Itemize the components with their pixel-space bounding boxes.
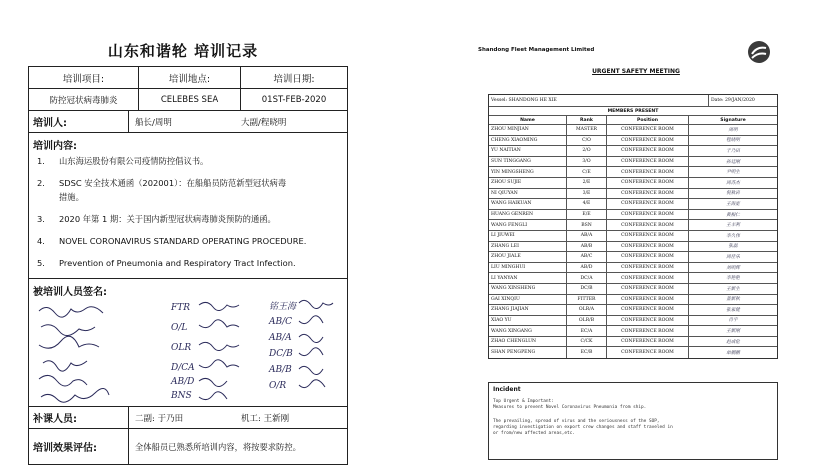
member-rank: EC/B	[567, 347, 607, 358]
member-position: CONFERENCE ROOM	[607, 146, 689, 156]
member-rows	[489, 125, 777, 358]
member-signature: 尹明生	[726, 170, 740, 176]
member-row	[489, 189, 777, 200]
trainee-signature: O/R	[269, 381, 287, 391]
member-name: ZHANG LEI	[489, 242, 567, 252]
trainer-value-master: 船长/周明	[135, 118, 172, 128]
trainee-signature: 铭王海	[269, 302, 297, 312]
makeup-row	[29, 407, 347, 429]
handwritten-signatures-image	[35, 301, 145, 405]
incident-box	[488, 382, 778, 460]
evaluation-row	[29, 429, 347, 464]
member-signature: 程晓明	[726, 138, 740, 144]
company-name: Shandong Fleet Management Limited	[478, 47, 595, 53]
col-name: Name	[489, 116, 567, 124]
member-position: CONFERENCE ROOM	[607, 242, 689, 252]
safety-meeting-page	[468, 36, 804, 465]
member-name: ZHOU MINJIAN	[489, 125, 567, 135]
member-signature: 赵成伦	[726, 339, 740, 345]
member-name: ZHOU SUJIE	[489, 178, 567, 188]
member-rank: 2/E	[567, 178, 607, 188]
content-item: 5. Prevention of Pneumonia and Respiratory Tract Infection.	[37, 258, 296, 268]
content-item: 2. SDSC 安全技术通函（202001）：在船船员防范新型冠状病毒	[37, 178, 287, 188]
member-signature: 倪秋岩	[726, 191, 740, 197]
member-signature: 周明	[728, 127, 738, 133]
training-record-table	[28, 66, 348, 465]
member-rank: MASTER	[567, 125, 607, 135]
member-name: LI YANYAN	[489, 273, 567, 283]
member-position: CONFERENCE ROOM	[607, 178, 689, 188]
fleet-logo-icon	[746, 39, 772, 65]
member-signature: 王海宽	[726, 201, 740, 207]
member-signature: 李艳艳	[726, 276, 740, 282]
member-position: CONFERENCE ROOM	[607, 220, 689, 230]
member-row	[489, 157, 777, 168]
member-row	[489, 146, 777, 157]
member-position: CONFERENCE ROOM	[607, 326, 689, 336]
member-rank: 2/O	[567, 146, 607, 156]
member-position: CONFERENCE ROOM	[607, 157, 689, 167]
trainer-row	[29, 111, 347, 133]
evaluation-label: 培训效果评估:	[29, 429, 129, 464]
content-item: 3. 2020 年第 1 期：关于国内新型冠状病毒肺炎预防的通函。	[37, 214, 276, 224]
member-name: ZHOU JIALE	[489, 252, 567, 262]
member-rank: C/E	[567, 167, 607, 177]
member-position: CONFERENCE ROOM	[607, 316, 689, 326]
training-record-title: 山东和谐轮 培训记录	[107, 42, 259, 60]
content-item: 措施。	[59, 192, 84, 202]
member-rank: FITTER	[567, 295, 607, 305]
member-row	[489, 167, 777, 178]
member-row	[489, 284, 777, 295]
member-signature: 李久伟	[726, 233, 740, 239]
member-name: WANG FENGLI	[489, 220, 567, 230]
member-signature: 王新生	[726, 286, 740, 292]
member-row	[489, 273, 777, 284]
vessel-date-row	[489, 95, 777, 107]
makeup-person-a: 二副: 于乃田	[135, 414, 184, 424]
incident-title: Incident	[493, 386, 521, 393]
incident-line: The prevailing, spread of virus and the seriousness of the SOP,	[493, 419, 660, 424]
member-signature: 单鹏鹏	[726, 350, 740, 356]
trainee-signature: BNS	[171, 391, 192, 401]
member-rank: EC/A	[567, 326, 607, 336]
trainer-label: 培训人:	[29, 111, 129, 132]
member-row	[489, 347, 777, 358]
member-row	[489, 199, 777, 210]
member-row	[489, 178, 777, 189]
member-name: LIU MINGHUI	[489, 263, 567, 273]
member-signature: 王新刚	[726, 329, 740, 335]
date-label: 培训日期:	[273, 73, 315, 85]
members-header: MEMBERS PRESENT	[607, 108, 659, 114]
member-name: CHENG XIAOMING	[489, 136, 567, 146]
member-row	[489, 136, 777, 147]
member-name: ZHANG JIAJIAN	[489, 305, 567, 315]
member-rank: AB/D	[567, 263, 607, 273]
member-row	[489, 305, 777, 316]
member-position: CONFERENCE ROOM	[607, 337, 689, 347]
member-signature: 刘明辉	[726, 265, 740, 271]
member-rank: BSN	[567, 220, 607, 230]
member-position: CONFERENCE ROOM	[607, 273, 689, 283]
date-value: 01ST-FEB-2020	[261, 94, 327, 105]
member-row	[489, 242, 777, 253]
member-name: SHAN PENGPENG	[489, 347, 567, 358]
vessel-cell: Vessel: SHANDONG HE XIE	[489, 95, 709, 106]
member-rank: DC/B	[567, 284, 607, 294]
member-rank: C/CK	[567, 337, 607, 347]
member-rank: AB/C	[567, 252, 607, 262]
member-position: CONFERENCE ROOM	[607, 231, 689, 241]
handwritten-names-image	[197, 299, 257, 403]
col-rank: Rank	[567, 116, 607, 124]
trainees-label: 被培训人员签名:	[33, 287, 107, 298]
makeup-person-b: 机工: 王新刚	[241, 414, 290, 424]
member-position: CONFERENCE ROOM	[607, 136, 689, 146]
labels-row	[29, 67, 347, 89]
incident-line: Top Urgent & Important:	[493, 399, 554, 404]
member-position: CONFERENCE ROOM	[607, 125, 689, 135]
member-signature: 周苏杰	[726, 180, 740, 186]
member-name: HUANG GENREN	[489, 210, 567, 220]
member-position: CONFERENCE ROOM	[607, 210, 689, 220]
trainee-signature: AB/B	[269, 365, 292, 375]
meeting-title: URGENT SAFETY MEETING	[592, 68, 680, 75]
member-position: CONFERENCE ROOM	[607, 199, 689, 209]
member-position: CONFERENCE ROOM	[607, 167, 689, 177]
trainee-signature: FTR	[171, 303, 191, 313]
member-name: NI QIUYAN	[489, 189, 567, 199]
project-value: 防控冠状病毒肺炎	[29, 89, 139, 110]
member-rank: 3/E	[567, 189, 607, 199]
member-signature: 周佳乐	[726, 254, 740, 260]
member-rank: DC/A	[567, 273, 607, 283]
member-position: CONFERENCE ROOM	[607, 347, 689, 358]
makeup-label: 补课人员:	[29, 407, 129, 428]
incident-line: Measures to prevent Novel Coronavirus Pneumonia from ship.	[493, 405, 647, 410]
member-row	[489, 326, 777, 337]
member-signature: 肖宇	[728, 318, 738, 324]
member-rank: E/E	[567, 210, 607, 220]
member-row	[489, 220, 777, 231]
col-position: Position	[607, 116, 689, 124]
member-name: YU NAITIAN	[489, 146, 567, 156]
member-row	[489, 316, 777, 327]
member-signature: 孙廷刚	[726, 159, 740, 165]
member-signature: 王丰利	[726, 223, 740, 229]
member-row	[489, 337, 777, 348]
trainee-signature: O/L	[171, 323, 188, 333]
trainee-signature: AB/C	[269, 317, 293, 327]
member-position: CONFERENCE ROOM	[607, 284, 689, 294]
values-row	[29, 89, 347, 111]
location-label: 培训地点:	[139, 67, 241, 88]
member-signature: 张家健	[726, 307, 740, 313]
column-header-row	[489, 116, 777, 125]
member-row	[489, 295, 777, 306]
member-rank: 3/O	[567, 157, 607, 167]
member-name: YIN MINGSHENG	[489, 167, 567, 177]
member-name: WANG HAIKUAN	[489, 199, 567, 209]
incident-line: or from/new affected areas,etc.	[493, 431, 575, 436]
content-label: 培训内容:	[33, 141, 77, 152]
trainee-signature: OLR	[171, 343, 192, 353]
member-position: CONFERENCE ROOM	[607, 263, 689, 273]
evaluation-value: 全体船员已熟悉所培训内容，将按要求防控。	[135, 441, 301, 452]
member-rank: C/O	[567, 136, 607, 146]
member-signature: 于乃田	[726, 148, 740, 154]
member-name: XIAO YU	[489, 316, 567, 326]
member-position: CONFERENCE ROOM	[607, 189, 689, 199]
member-position: CONFERENCE ROOM	[607, 252, 689, 262]
trainer-value-chief-officer: 大副/程晓明	[241, 118, 287, 128]
member-rank: AB/B	[567, 242, 607, 252]
col-signature: Signature	[720, 117, 746, 123]
trainee-signature: D/CA	[171, 363, 195, 373]
content-item: 4. NOVEL CORONAVIRUS STANDARD OPERATING PROCEDURE.	[37, 236, 307, 246]
project-label: 培训项目:	[29, 67, 139, 88]
member-row	[489, 231, 777, 242]
member-signature: 张磊	[728, 244, 738, 250]
member-name: LI JIUWEI	[489, 231, 567, 241]
member-row	[489, 263, 777, 274]
member-name: WANG XINGANG	[489, 326, 567, 336]
member-position: CONFERENCE ROOM	[607, 305, 689, 315]
member-row	[489, 125, 777, 136]
incident-line: regarding investigation on export crew changes and staff traveled in	[493, 425, 673, 430]
handwritten-names-image	[297, 297, 343, 401]
members-table	[488, 94, 778, 359]
member-position: CONFERENCE ROOM	[607, 295, 689, 305]
content-section	[29, 133, 347, 279]
date-cell: Date: 29/JAN/2020	[711, 98, 755, 103]
member-name: GAI XINQIU	[489, 295, 567, 305]
member-rank: OLR/B	[567, 316, 607, 326]
member-name: SUN TINGGANG	[489, 157, 567, 167]
member-row	[489, 252, 777, 263]
trainees-section	[29, 279, 347, 407]
content-item: 1. 山东海运股份有限公司疫情防控倡议书。	[37, 156, 209, 166]
member-signature: 黄根仁	[726, 212, 740, 218]
training-record-page	[8, 28, 358, 465]
member-row	[489, 210, 777, 221]
member-rank: AB/A	[567, 231, 607, 241]
location-value: CELEBES SEA	[139, 89, 241, 110]
member-name: WANG XINSHENG	[489, 284, 567, 294]
trainee-signature: DC/B	[269, 349, 293, 359]
member-name: ZHAO CHENGLUN	[489, 337, 567, 347]
member-signature: 盖新秋	[726, 297, 740, 303]
member-rank: 4/E	[567, 199, 607, 209]
trainee-signature: AB/D	[171, 377, 195, 387]
trainee-signature: AB/A	[269, 333, 292, 343]
member-rank: OLR/A	[567, 305, 607, 315]
